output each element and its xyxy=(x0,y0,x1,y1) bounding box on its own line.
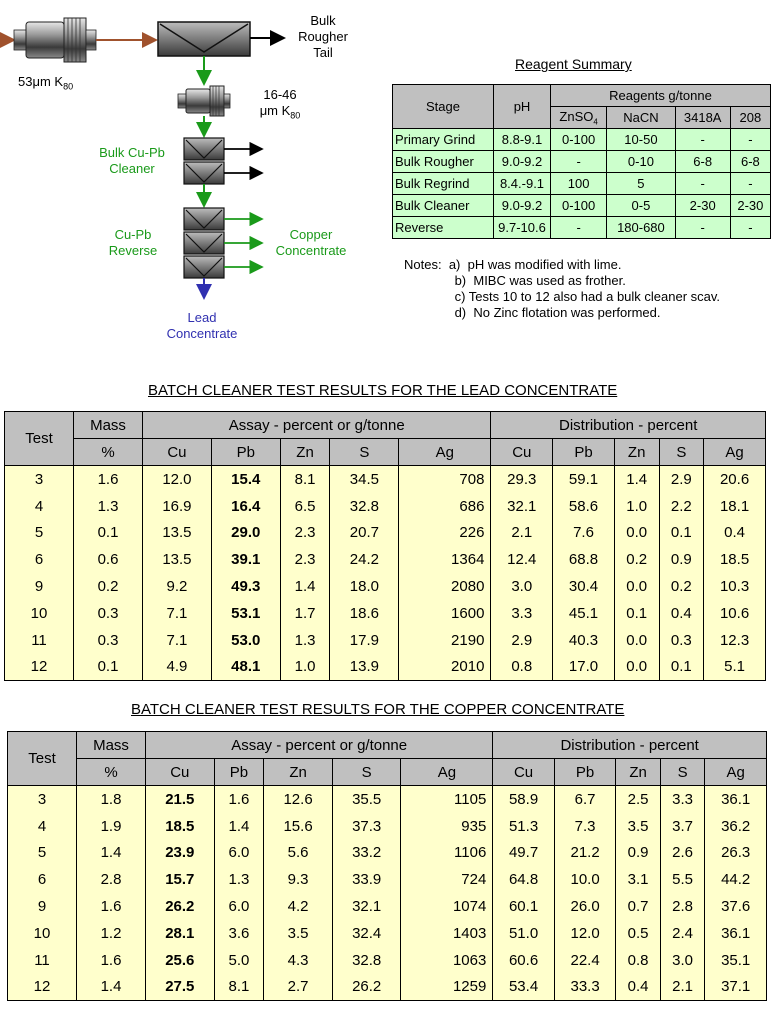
reagent-col-208: 208 xyxy=(730,107,770,129)
copper-results-table xyxy=(7,731,767,1001)
table-cell: 1.7 xyxy=(280,600,330,627)
reverse-label: Cu-Pb Reverse xyxy=(108,227,158,258)
table-cell: 17.9 xyxy=(330,627,399,654)
reagent-value: 10-50 xyxy=(607,129,675,151)
table-cell: 12.0 xyxy=(143,466,212,493)
copper-table-title: BATCH CLEANER TEST RESULTS FOR THE COPPER CONCENTRATE xyxy=(131,701,625,718)
table-cell: 16.9 xyxy=(143,493,212,520)
table-cell: 7.1 xyxy=(143,600,212,627)
copper-col-header: Zn xyxy=(264,759,333,786)
table-cell: 1.8 xyxy=(77,786,146,813)
table-row xyxy=(5,654,766,681)
lead-col-header: Ag xyxy=(704,439,766,466)
primary-mill-icon xyxy=(14,18,96,62)
reagent-value: 2-30 xyxy=(730,195,770,217)
table-cell: 2190 xyxy=(399,627,491,654)
table-cell: 0.1 xyxy=(659,520,704,547)
copper-col-header: Pb xyxy=(214,759,264,786)
table-cell: 3.0 xyxy=(660,947,705,974)
table-cell: 37.3 xyxy=(332,813,401,840)
table-cell: 32.8 xyxy=(332,947,401,974)
lead-results-table xyxy=(4,411,766,681)
reagent-stage: Primary Grind xyxy=(393,129,494,151)
table-cell: 8.1 xyxy=(280,466,330,493)
reagent-value: - xyxy=(551,151,607,173)
table-cell: 226 xyxy=(399,520,491,547)
copper-col-header: Cu xyxy=(146,759,215,786)
lead-col-header: S xyxy=(330,439,399,466)
table-cell: 5.6 xyxy=(264,840,333,867)
table-row xyxy=(5,520,766,547)
table-cell: 12 xyxy=(8,974,77,1001)
copper-col-header: Ag xyxy=(401,759,493,786)
table-cell: 2.3 xyxy=(280,520,330,547)
table-cell: 35.1 xyxy=(705,947,767,974)
table-cell: 0.9 xyxy=(659,546,704,573)
table-cell: 5.0 xyxy=(214,947,264,974)
reagent-ph: 8.4.-9.1 xyxy=(494,173,551,195)
table-row xyxy=(5,493,766,520)
table-cell: 1.2 xyxy=(77,920,146,947)
table-cell: 1.3 xyxy=(214,866,264,893)
regrind-mill-icon xyxy=(178,86,230,116)
table-row xyxy=(8,813,767,840)
reagent-value: 0-100 xyxy=(551,195,607,217)
reagent-value: 5 xyxy=(607,173,675,195)
reagent-ph: 9.0-9.2 xyxy=(494,195,551,217)
table-cell: 33.3 xyxy=(554,974,616,1001)
table-cell: 7.1 xyxy=(143,627,212,654)
reagent-summary-title: Reagent Summary xyxy=(515,56,632,72)
table-cell: 2010 xyxy=(399,654,491,681)
table-cell: 1.6 xyxy=(77,893,146,920)
reagent-ph: 9.0-9.2 xyxy=(494,151,551,173)
table-cell: 1.4 xyxy=(280,573,330,600)
table-cell: 3.7 xyxy=(660,813,705,840)
table-cell: 2.7 xyxy=(264,974,333,1001)
table-cell: 30.4 xyxy=(553,573,615,600)
table-cell: 39.1 xyxy=(211,546,280,573)
table-cell: 6.7 xyxy=(554,786,616,813)
table-cell: 0.7 xyxy=(616,893,661,920)
table-cell: 12.4 xyxy=(491,546,553,573)
table-cell: 60.6 xyxy=(493,947,555,974)
table-cell: 5 xyxy=(5,520,74,547)
table-cell: 935 xyxy=(401,813,493,840)
reagent-value: 0-5 xyxy=(607,195,675,217)
table-cell: 3.3 xyxy=(660,786,705,813)
reagent-value: 2-30 xyxy=(675,195,730,217)
table-cell: 53.0 xyxy=(211,627,280,654)
table-cell: 32.8 xyxy=(330,493,399,520)
table-cell: 1106 xyxy=(401,840,493,867)
table-cell: 2.3 xyxy=(280,546,330,573)
copper-h-assay: Assay - percent or g/tonne xyxy=(146,732,493,759)
table-cell: 36.1 xyxy=(705,920,767,947)
table-cell: 1259 xyxy=(401,974,493,1001)
table-row xyxy=(8,893,767,920)
table-cell: 1403 xyxy=(401,920,493,947)
table-cell: 1105 xyxy=(401,786,493,813)
table-row xyxy=(5,627,766,654)
bulk-rougher-cell-icon xyxy=(158,22,250,56)
bulk-cleaner-label: Bulk Cu-Pb Cleaner xyxy=(99,145,165,176)
table-cell: 1.3 xyxy=(74,493,143,520)
table-cell: 12.3 xyxy=(704,627,766,654)
copper-h-test: Test xyxy=(8,732,77,786)
reagent-value: - xyxy=(551,217,607,239)
lead-h-mass: Mass xyxy=(74,412,143,439)
table-cell: 32.1 xyxy=(332,893,401,920)
table-cell: 1.4 xyxy=(77,840,146,867)
lead-col-header: Zn xyxy=(614,439,659,466)
table-cell: 0.0 xyxy=(614,573,659,600)
lead-h-assay: Assay - percent or g/tonne xyxy=(143,412,491,439)
table-cell: 0.4 xyxy=(659,600,704,627)
table-cell: 0.9 xyxy=(616,840,661,867)
table-cell: 1.4 xyxy=(214,813,264,840)
table-cell: 51.3 xyxy=(493,813,555,840)
reagent-value: 100 xyxy=(551,173,607,195)
table-cell: 48.1 xyxy=(211,654,280,681)
reagent-ph: 8.8-9.1 xyxy=(494,129,551,151)
reagent-header-stage: Stage xyxy=(393,85,494,129)
table-cell: 15.6 xyxy=(264,813,333,840)
table-cell: 0.4 xyxy=(704,520,766,547)
reagent-value: 0-10 xyxy=(607,151,675,173)
table-cell: 4 xyxy=(5,493,74,520)
table-cell: 10.3 xyxy=(704,573,766,600)
reagent-value: - xyxy=(675,173,730,195)
table-cell: 64.8 xyxy=(493,866,555,893)
table-cell: 24.2 xyxy=(330,546,399,573)
feed-size-label: 53μm $K_{80}$ xyxy=(18,74,74,92)
table-cell: 40.3 xyxy=(553,627,615,654)
table-cell: 9.3 xyxy=(264,866,333,893)
table-cell: 10 xyxy=(5,600,74,627)
table-cell: 1364 xyxy=(399,546,491,573)
table-cell: 1.9 xyxy=(77,813,146,840)
table-row xyxy=(8,840,767,867)
table-cell: 6 xyxy=(5,546,74,573)
table-cell: 13.5 xyxy=(143,546,212,573)
table-cell: 1.0 xyxy=(280,654,330,681)
table-cell: 0.4 xyxy=(616,974,661,1001)
table-cell: 60.1 xyxy=(493,893,555,920)
reagent-row xyxy=(393,217,771,239)
table-cell: 35.5 xyxy=(332,786,401,813)
table-cell: 1.3 xyxy=(280,627,330,654)
table-cell: 0.3 xyxy=(74,600,143,627)
table-cell: 7.6 xyxy=(553,520,615,547)
table-cell: 33.2 xyxy=(332,840,401,867)
table-cell: 49.7 xyxy=(493,840,555,867)
copper-col-header: S xyxy=(332,759,401,786)
table-cell: 5.5 xyxy=(660,866,705,893)
table-cell: 27.5 xyxy=(146,974,215,1001)
table-cell: 2.9 xyxy=(659,466,704,493)
copper-col-header: Cu xyxy=(493,759,555,786)
table-cell: 1063 xyxy=(401,947,493,974)
reagent-value: - xyxy=(730,173,770,195)
table-cell: 0.0 xyxy=(614,627,659,654)
table-cell: 1600 xyxy=(399,600,491,627)
reagent-stage: Bulk Cleaner xyxy=(393,195,494,217)
table-cell: 20.6 xyxy=(704,466,766,493)
table-cell: 1.6 xyxy=(214,786,264,813)
table-cell: 2080 xyxy=(399,573,491,600)
table-row xyxy=(8,920,767,947)
table-cell: 13.9 xyxy=(330,654,399,681)
lead-concentrate-label: Lead Concentrate xyxy=(166,310,238,341)
table-cell: 6.0 xyxy=(214,893,264,920)
copper-col-header: S xyxy=(660,759,705,786)
table-cell: 2.8 xyxy=(660,893,705,920)
table-cell: 36.2 xyxy=(705,813,767,840)
reagent-value: - xyxy=(730,129,770,151)
reagent-value: - xyxy=(730,217,770,239)
table-cell: 3.3 xyxy=(491,600,553,627)
reagent-value: 180-680 xyxy=(607,217,675,239)
table-cell: 6.0 xyxy=(214,840,264,867)
table-cell: 32.1 xyxy=(491,493,553,520)
table-cell: 44.2 xyxy=(705,866,767,893)
table-cell: 3.0 xyxy=(491,573,553,600)
reagent-header-ph: pH xyxy=(494,85,551,129)
table-cell: 0.0 xyxy=(614,520,659,547)
table-row xyxy=(5,466,766,493)
table-cell: 49.3 xyxy=(211,573,280,600)
table-cell: 708 xyxy=(399,466,491,493)
reagent-row xyxy=(393,195,771,217)
reagent-value: 6-8 xyxy=(675,151,730,173)
table-cell: 0.2 xyxy=(614,546,659,573)
lead-col-header: Pb xyxy=(553,439,615,466)
reverse-cells-icon xyxy=(184,208,224,278)
reagent-value: 6-8 xyxy=(730,151,770,173)
table-cell: 12 xyxy=(5,654,74,681)
table-cell: 15.4 xyxy=(211,466,280,493)
bulk-cleaner-cells-icon xyxy=(184,138,224,184)
table-cell: 2.1 xyxy=(491,520,553,547)
lead-col-header: Pb xyxy=(211,439,280,466)
reagent-row xyxy=(393,129,771,151)
table-cell: 0.1 xyxy=(614,600,659,627)
reagent-value: - xyxy=(675,129,730,151)
table-cell: 10.6 xyxy=(704,600,766,627)
table-cell: 33.9 xyxy=(332,866,401,893)
lead-col-header: Zn xyxy=(280,439,330,466)
table-cell: 3.5 xyxy=(616,813,661,840)
copper-h-dist: Distribution - percent xyxy=(493,732,767,759)
table-cell: 5.1 xyxy=(704,654,766,681)
lead-h-pct: % xyxy=(74,439,143,466)
reagent-col-znso4: ZnSO$_4$ xyxy=(551,107,607,129)
notes: Notes: a) pH was modified with lime. b) MIBC was used as frother. c) Tests 10 to 12 also had a bulk cleaner scav. d) No Zinc flotation was performed. xyxy=(404,257,721,320)
table-cell: 0.1 xyxy=(74,654,143,681)
table-cell: 1.6 xyxy=(74,466,143,493)
table-cell: 53.1 xyxy=(211,600,280,627)
table-cell: 7.3 xyxy=(554,813,616,840)
rougher-tail-label: Bulk Rougher Tail xyxy=(298,13,348,60)
table-cell: 0.6 xyxy=(74,546,143,573)
table-cell: 3.1 xyxy=(616,866,661,893)
table-cell: 1.0 xyxy=(614,493,659,520)
table-cell: 3 xyxy=(8,786,77,813)
table-row xyxy=(5,573,766,600)
table-cell: 1.4 xyxy=(77,974,146,1001)
reagent-row xyxy=(393,151,771,173)
copper-col-header: Ag xyxy=(705,759,767,786)
table-cell: 53.4 xyxy=(493,974,555,1001)
reagent-ph: 9.7-10.6 xyxy=(494,217,551,239)
table-cell: 8.1 xyxy=(214,974,264,1001)
table-cell: 29.0 xyxy=(211,520,280,547)
table-cell: 32.4 xyxy=(332,920,401,947)
table-cell: 21.2 xyxy=(554,840,616,867)
table-cell: 4 xyxy=(8,813,77,840)
table-cell: 18.5 xyxy=(704,546,766,573)
table-cell: 18.1 xyxy=(704,493,766,520)
table-cell: 4.9 xyxy=(143,654,212,681)
table-cell: 18.5 xyxy=(146,813,215,840)
table-cell: 0.2 xyxy=(659,573,704,600)
table-cell: 0.1 xyxy=(659,654,704,681)
table-cell: 26.2 xyxy=(332,974,401,1001)
table-row xyxy=(5,600,766,627)
reagent-stage: Reverse xyxy=(393,217,494,239)
table-cell: 0.3 xyxy=(659,627,704,654)
lead-col-header: Cu xyxy=(491,439,553,466)
table-cell: 2.5 xyxy=(616,786,661,813)
table-cell: 18.6 xyxy=(330,600,399,627)
lead-table-title: BATCH CLEANER TEST RESULTS FOR THE LEAD CONCENTRATE xyxy=(148,382,618,399)
reagent-value: - xyxy=(675,217,730,239)
table-cell: 29.3 xyxy=(491,466,553,493)
table-cell: 9.2 xyxy=(143,573,212,600)
copper-col-header: Pb xyxy=(554,759,616,786)
copper-col-header: Zn xyxy=(616,759,661,786)
table-cell: 2.8 xyxy=(77,866,146,893)
table-cell: 28.1 xyxy=(146,920,215,947)
table-cell: 36.1 xyxy=(705,786,767,813)
table-cell: 58.6 xyxy=(553,493,615,520)
table-cell: 2.4 xyxy=(660,920,705,947)
table-cell: 68.8 xyxy=(553,546,615,573)
lead-h-test: Test xyxy=(5,412,74,466)
table-row xyxy=(5,546,766,573)
table-cell: 34.5 xyxy=(330,466,399,493)
reagent-row xyxy=(393,173,771,195)
table-cell: 2.2 xyxy=(659,493,704,520)
reagent-value: 0-100 xyxy=(551,129,607,151)
table-cell: 17.0 xyxy=(553,654,615,681)
table-cell: 9 xyxy=(5,573,74,600)
table-cell: 2.6 xyxy=(660,840,705,867)
table-row xyxy=(8,786,767,813)
table-cell: 16.4 xyxy=(211,493,280,520)
table-cell: 4.3 xyxy=(264,947,333,974)
lead-col-header: Ag xyxy=(399,439,491,466)
lead-col-header: Cu xyxy=(143,439,212,466)
table-cell: 0.0 xyxy=(614,654,659,681)
table-cell: 13.5 xyxy=(143,520,212,547)
table-cell: 22.4 xyxy=(554,947,616,974)
table-cell: 59.1 xyxy=(553,466,615,493)
table-cell: 3 xyxy=(5,466,74,493)
table-cell: 0.3 xyxy=(74,627,143,654)
table-cell: 21.5 xyxy=(146,786,215,813)
table-cell: 724 xyxy=(401,866,493,893)
reagent-col-nacn: NaCN xyxy=(607,107,675,129)
reagent-table xyxy=(392,84,771,239)
table-cell: 26.0 xyxy=(554,893,616,920)
reagent-col-3418a: 3418A xyxy=(675,107,730,129)
regrind-size-label: 16-46 μm $K_{80}$ xyxy=(259,87,301,121)
table-cell: 2.9 xyxy=(491,627,553,654)
table-cell: 12.0 xyxy=(554,920,616,947)
table-cell: 0.1 xyxy=(74,520,143,547)
table-cell: 0.8 xyxy=(616,947,661,974)
table-cell: 5 xyxy=(8,840,77,867)
copper-h-pct: % xyxy=(77,759,146,786)
table-cell: 26.2 xyxy=(146,893,215,920)
lead-col-header: S xyxy=(659,439,704,466)
table-cell: 9 xyxy=(8,893,77,920)
table-cell: 15.7 xyxy=(146,866,215,893)
table-cell: 11 xyxy=(5,627,74,654)
table-cell: 6 xyxy=(8,866,77,893)
table-cell: 0.2 xyxy=(74,573,143,600)
table-cell: 11 xyxy=(8,947,77,974)
reagent-stage: Bulk Rougher xyxy=(393,151,494,173)
copper-concentrate-label: Copper Concentrate xyxy=(275,227,347,258)
reagent-stage: Bulk Regrind xyxy=(393,173,494,195)
copper-h-mass: Mass xyxy=(77,732,146,759)
table-cell: 12.6 xyxy=(264,786,333,813)
table-cell: 1074 xyxy=(401,893,493,920)
table-cell: 37.6 xyxy=(705,893,767,920)
table-cell: 10 xyxy=(8,920,77,947)
table-cell: 0.5 xyxy=(616,920,661,947)
table-cell: 1.6 xyxy=(77,947,146,974)
table-row xyxy=(8,974,767,1001)
reagent-header-reagents: Reagents g/tonne xyxy=(551,85,771,107)
table-row xyxy=(8,947,767,974)
table-cell: 23.9 xyxy=(146,840,215,867)
table-cell: 3.6 xyxy=(214,920,264,947)
table-cell: 6.5 xyxy=(280,493,330,520)
table-cell: 18.0 xyxy=(330,573,399,600)
table-cell: 51.0 xyxy=(493,920,555,947)
table-cell: 2.1 xyxy=(660,974,705,1001)
table-cell: 37.1 xyxy=(705,974,767,1001)
table-cell: 10.0 xyxy=(554,866,616,893)
lead-h-dist: Distribution - percent xyxy=(491,412,766,439)
table-cell: 25.6 xyxy=(146,947,215,974)
table-cell: 0.8 xyxy=(491,654,553,681)
table-cell: 58.9 xyxy=(493,786,555,813)
table-cell: 4.2 xyxy=(264,893,333,920)
table-cell: 26.3 xyxy=(705,840,767,867)
table-cell: 1.4 xyxy=(614,466,659,493)
table-cell: 45.1 xyxy=(553,600,615,627)
table-cell: 686 xyxy=(399,493,491,520)
table-cell: 20.7 xyxy=(330,520,399,547)
table-cell: 3.5 xyxy=(264,920,333,947)
table-row xyxy=(8,866,767,893)
